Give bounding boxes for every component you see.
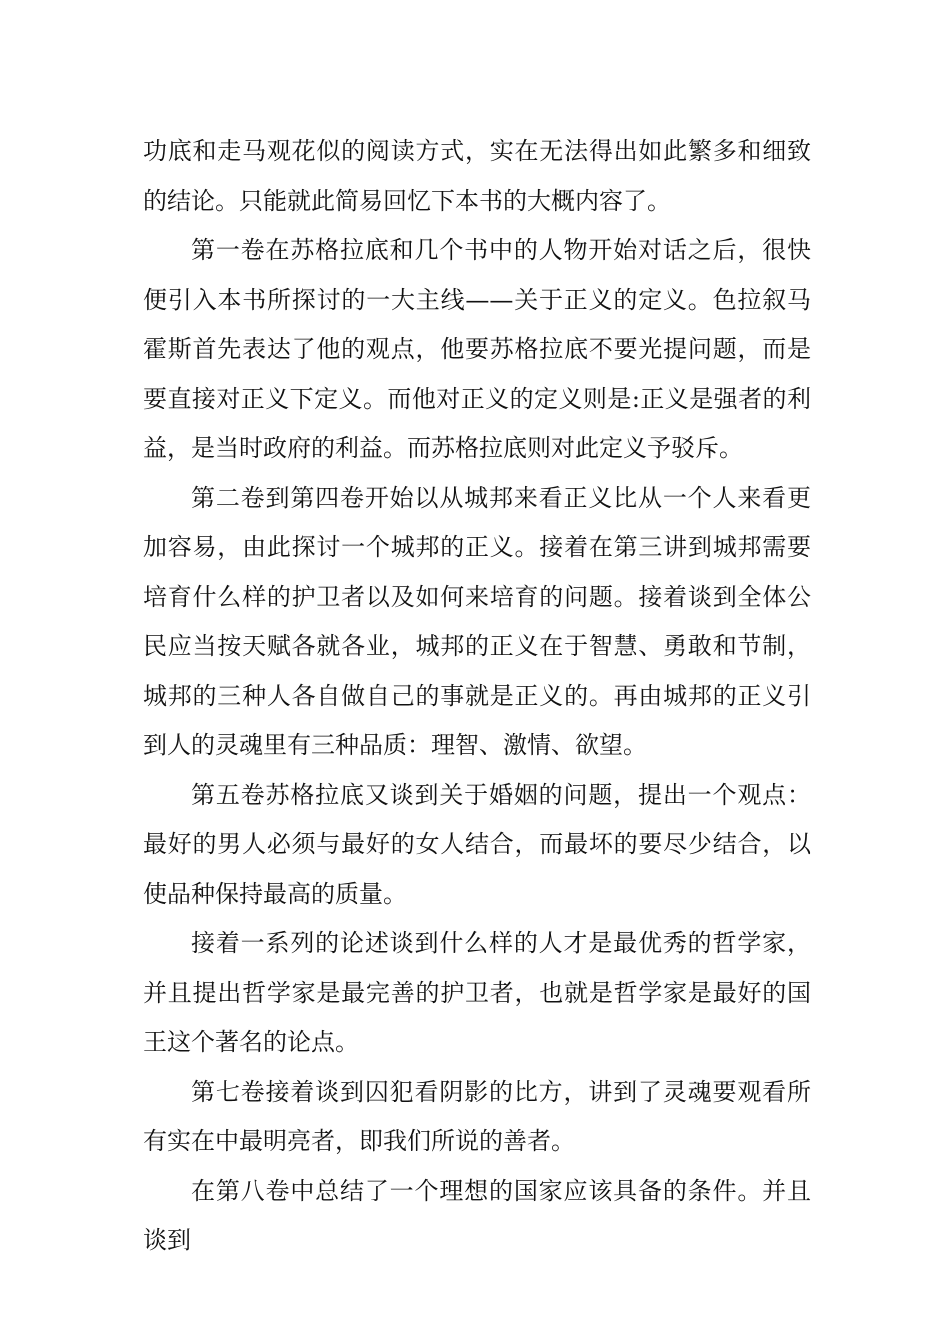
body-text xyxy=(143,127,811,1266)
paragraph-1: 功底和走马观花似的阅读方式，实在无法得出如此繁多和细致的结论。只能就此简易回忆下本书的大概内容了。 xyxy=(143,137,811,215)
paragraph-7: 在第八卷中总结了一个理想的国家应该具备的条件。并且谈到 xyxy=(143,1176,811,1254)
paragraph-5: 接着一系列的论述谈到什么样的人才是最优秀的哲学家，并且提出哲学家是最完善的护卫者，也就是哲学家是最好的国王这个著名的论点。 xyxy=(143,929,811,1056)
paragraph-4: 第五卷苏格拉底又谈到关于婚姻的问题，提出一个观点：最好的男人必须与最好的女人结合，而最坏的要尽少结合，以使品种保持最高的质量。 xyxy=(143,780,811,908)
paragraph-2: 第一卷在苏格拉底和几个书中的人物开始对话之后，很快便引入本书所探讨的一大主线——关于正义的定义。色拉叙马霍斯首先表达了他的观点，他要苏格拉底不要光提问题，而是要直接对正义下定义。而他对正义的定义则是:正义是强者的利益，是当时政府的利益。而苏格拉底则对此定义予驳斥。 xyxy=(143,236,811,462)
paragraph-3: 第二卷到第四卷开始以从城邦来看正义比从一个人来看更加容易，由此探讨一个城邦的正义。接着在第三讲到城邦需要培育什么样的护卫者以及如何来培育的问题。接着谈到全体公民应当按天赋各就各业，城邦的正义在于智慧、勇敢和节制，城邦的三种人各自做自己的事就是正义的。再由城邦的正义引到人的灵魂里有三种品质：理智、激情、欲望。 xyxy=(143,483,811,759)
paragraph-6: 第七卷接着谈到囚犯看阴影的比方，讲到了灵魂要观看所有实在中最明亮者，即我们所说的善者。 xyxy=(143,1077,811,1155)
